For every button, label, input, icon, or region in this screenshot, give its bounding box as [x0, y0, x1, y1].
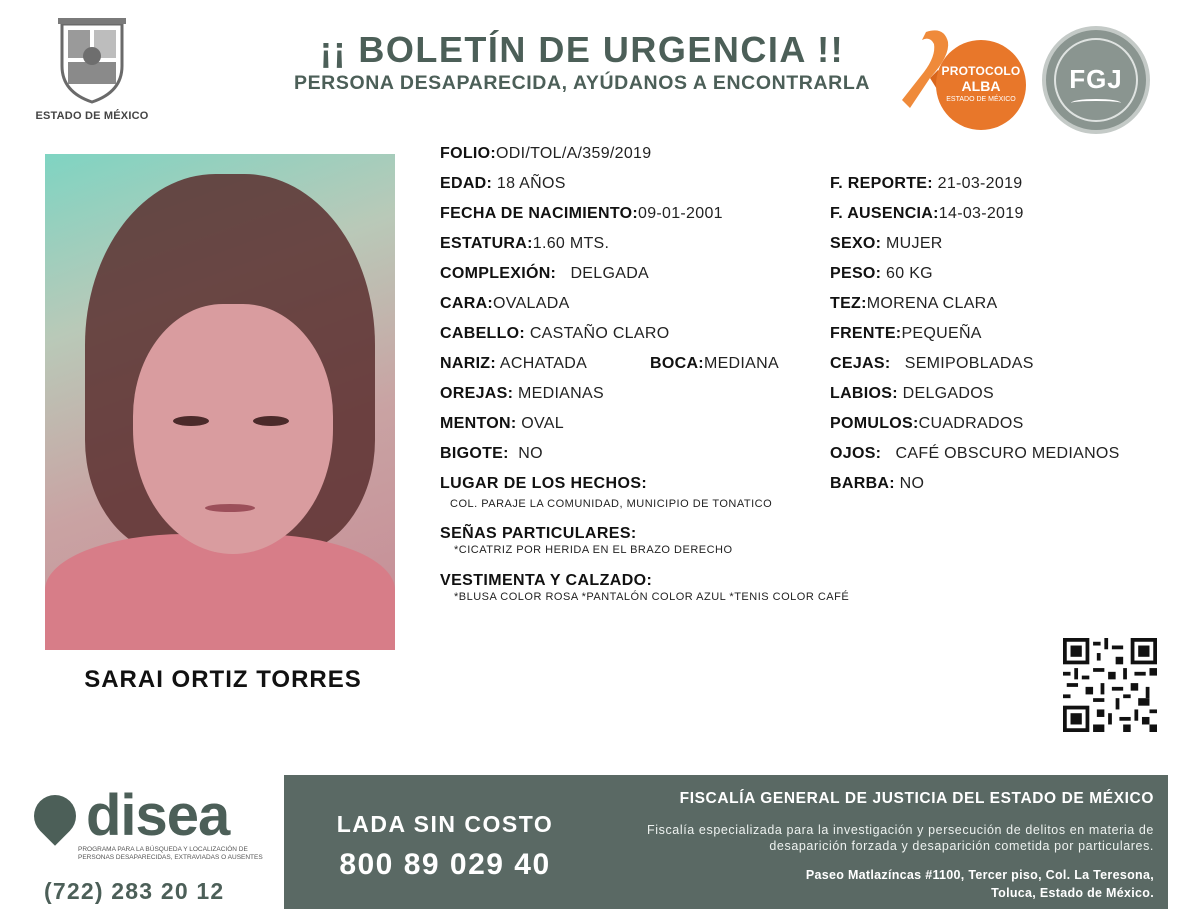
field-label: FRENTE: — [830, 325, 902, 342]
alba-badge — [936, 40, 1026, 130]
field-value: NO — [899, 475, 925, 492]
fiscalia-description: Fiscalía especializada para la investigación y persecución de delitos en materia de desaparición forzada y desaparición cometida por particulares. — [646, 823, 1154, 853]
fgj-label: FGJ — [1069, 64, 1123, 94]
field-value: MEDIANAS — [517, 385, 604, 402]
field-label: PESO: — [830, 265, 882, 282]
vestimenta-value: *BLUSA COLOR ROSA *PANTALÓN COLOR AZUL *TENIS COLOR CAFÉ — [454, 591, 850, 603]
wings-icon — [1071, 99, 1121, 107]
fiscalia-address — [606, 866, 1154, 902]
map-pin-icon — [25, 786, 84, 845]
field-value: PEQUEÑA — [901, 325, 982, 342]
field-f-ausencia — [830, 205, 1024, 223]
field-estatura — [440, 235, 609, 253]
field-value: CAFÉ OBSCURO MEDIANOS — [895, 445, 1120, 462]
protocolo-alba-logo — [900, 22, 1030, 134]
odisea-program-text: PROGRAMA PARA LA BÚSQUEDA Y LOCALIZACIÓN DE PERSONAS DESAPARECIDAS, EXTRAVIADAS O AUSENTES — [78, 846, 263, 861]
field-f-reporte — [830, 175, 1022, 193]
field-fecha-nacimiento — [440, 205, 723, 223]
field-nariz — [440, 355, 587, 373]
field-label: SEXO: — [830, 235, 882, 252]
field-label: OJOS: — [830, 445, 882, 462]
field-value: ACHATADA — [499, 355, 588, 372]
field-value: OVAL — [521, 415, 564, 432]
field-label: FECHA DE NACIMIENTO: — [440, 205, 638, 222]
lada-number[interactable]: 800 89 029 40 — [339, 848, 551, 881]
field-value: 09-01-2001 — [638, 205, 723, 222]
field-value: CASTAÑO CLARO — [529, 325, 670, 342]
bulletin-title: ¡¡ BOLETÍN DE URGENCIA !! — [319, 29, 845, 70]
field-tez — [830, 295, 998, 313]
lugar-label: LUGAR DE LOS HECHOS: — [440, 475, 648, 492]
fiscalia-title: FISCALÍA GENERAL DE JUSTICIA DEL ESTADO DE MÉXICO — [679, 790, 1154, 807]
field-sexo — [830, 235, 943, 253]
field-cejas — [830, 355, 1034, 373]
field-label: CABELLO: — [440, 325, 526, 342]
address-line2: Toluca, Estado de México. — [991, 886, 1154, 900]
field-value: 14-03-2019 — [938, 205, 1024, 222]
field-value: DELGADOS — [902, 385, 994, 402]
missing-person-photo — [45, 154, 395, 650]
field-value: MEDIANA — [703, 355, 779, 372]
field-label: OREJAS: — [440, 385, 514, 402]
field-label: TEZ: — [830, 295, 867, 312]
field-value: DELGADA — [570, 265, 650, 282]
field-value: 21-03-2019 — [937, 175, 1023, 192]
footer-contact-bar — [284, 775, 1168, 909]
field-value: 1.60 MTS. — [532, 235, 610, 252]
field-value: 18 AÑOS — [496, 175, 566, 192]
coat-of-arms-icon — [54, 18, 130, 104]
field-label: EDAD: — [440, 175, 493, 192]
field-label: POMULOS: — [830, 415, 919, 432]
field-peso — [830, 265, 933, 283]
field-value: SEMIPOBLADAS — [904, 355, 1034, 372]
field-cabello — [440, 325, 669, 343]
field-label: BIGOTE: — [440, 445, 509, 462]
field-label: NARIZ: — [440, 355, 497, 372]
field-value: NO — [518, 445, 543, 462]
person-name: SARAI ORTIZ TORRES — [84, 666, 362, 693]
odisea-logo-text: disea — [86, 783, 230, 848]
estado-de-mexico-logo — [28, 18, 156, 122]
field-pomulos — [830, 415, 1024, 433]
photo-eye-left — [173, 416, 209, 426]
senas-label: SEÑAS PARTICULARES: — [440, 525, 637, 542]
field-barba — [830, 475, 924, 493]
field-orejas — [440, 385, 604, 403]
field-label: MENTON: — [440, 415, 517, 432]
fiscalia-block — [606, 775, 1154, 909]
fgj-seal-inner — [1054, 38, 1138, 122]
field-cara — [440, 295, 570, 313]
lugar-value: COL. PARAJE LA COMUNIDAD, MUNICIPIO DE TONATICO — [450, 498, 773, 510]
qr-code-icon[interactable] — [1063, 638, 1157, 732]
field-ojos — [830, 445, 1120, 463]
state-label: ESTADO DE MÉXICO — [35, 110, 149, 122]
field-value: 60 KG — [886, 265, 933, 282]
field-bigote — [440, 445, 543, 463]
field-label: BOCA: — [650, 355, 704, 372]
field-label: CARA: — [440, 295, 494, 312]
field-value: MORENA CLARA — [866, 295, 998, 312]
field-value: ODI/TOL/A/359/2019 — [496, 145, 652, 162]
field-menton — [440, 415, 564, 433]
field-boca — [650, 355, 779, 373]
address-line1: Paseo Matlazíncas #1100, Tercer piso, Col. La Teresona, — [805, 868, 1154, 882]
bulletin-subtitle: PERSONA DESAPARECIDA, AYÚDANOS A ENCONTRARLA — [293, 72, 871, 94]
field-complexion — [440, 265, 649, 283]
field-label: ESTATURA: — [440, 235, 533, 252]
field-label: FOLIO: — [440, 145, 497, 162]
odisea-phone[interactable]: (722) 283 20 12 — [44, 878, 225, 904]
field-edad — [440, 175, 566, 193]
field-label: LABIOS: — [830, 385, 898, 402]
field-label: CEJAS: — [830, 355, 891, 372]
senas-value: *CICATRIZ POR HERIDA EN EL BRAZO DERECHO — [454, 544, 733, 556]
field-label: F. REPORTE: — [830, 175, 933, 192]
field-value: OVALADA — [493, 295, 570, 312]
odisea-logo-block — [34, 783, 274, 906]
odisea-logo — [34, 783, 274, 848]
photo-face — [133, 304, 333, 554]
alba-line1: PROTOCOLO — [941, 64, 1021, 78]
field-value: CUADRADOS — [918, 415, 1024, 432]
field-frente — [830, 325, 982, 343]
bulletin-title-block — [262, 30, 902, 95]
field-labios — [830, 385, 994, 403]
field-value: MUJER — [886, 235, 943, 252]
photo-mouth — [205, 504, 255, 512]
lada-block — [284, 775, 606, 909]
vestimenta-label: VESTIMENTA Y CALZADO: — [440, 572, 653, 589]
lada-label: LADA SIN COSTO — [336, 811, 554, 837]
fgj-seal — [1042, 26, 1150, 134]
alba-line2: ALBA — [961, 78, 1001, 94]
field-label: BARBA: — [830, 475, 895, 492]
photo-eye-right — [253, 416, 289, 426]
field-label: F. AUSENCIA: — [830, 205, 939, 222]
alba-line3: ESTADO DE MÉXICO — [946, 96, 1016, 103]
field-folio — [440, 145, 651, 163]
field-label: COMPLEXIÓN: — [440, 265, 557, 282]
